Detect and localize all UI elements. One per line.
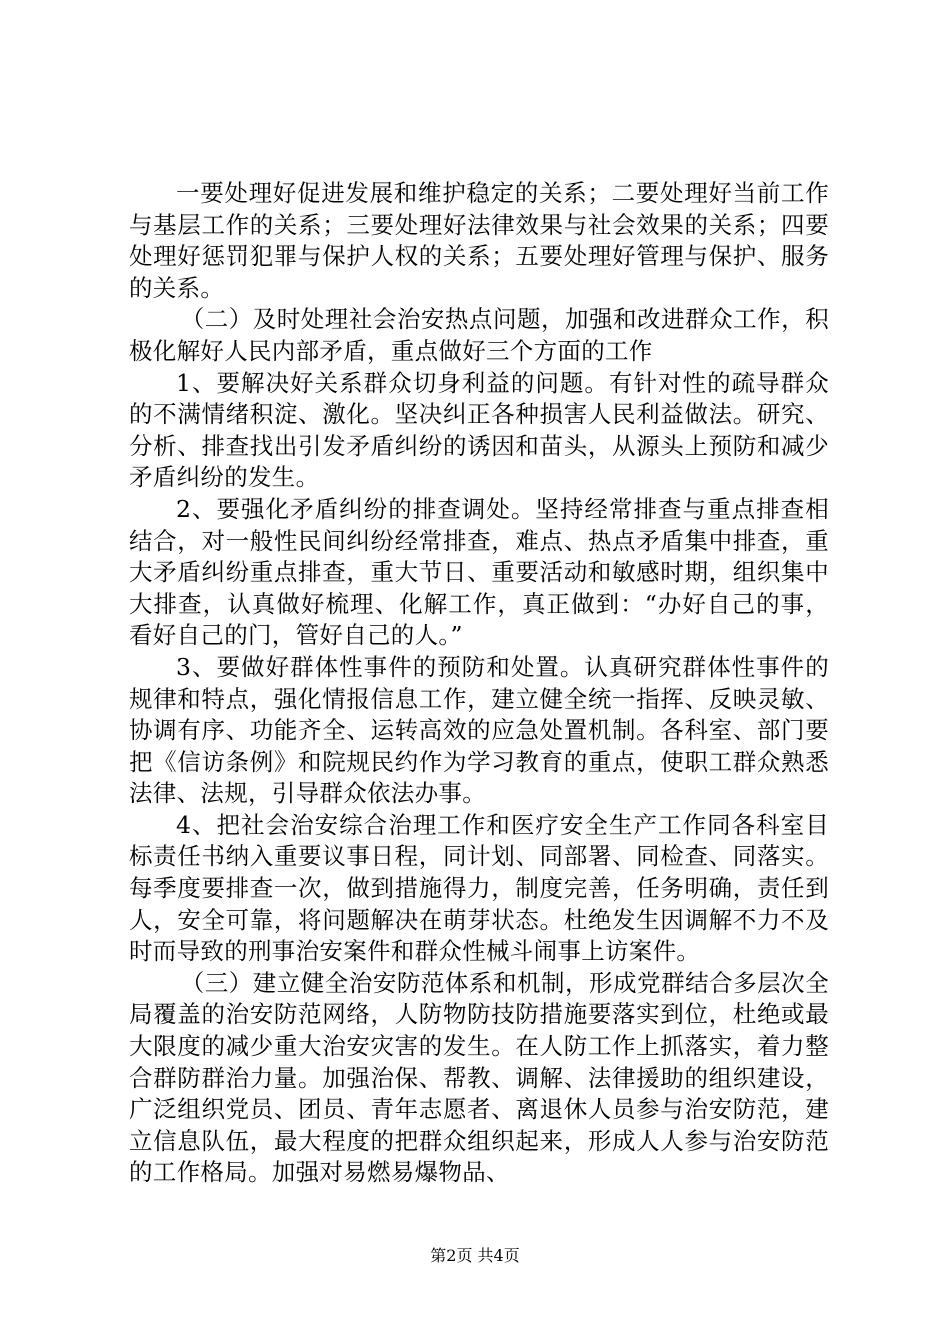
document-body: [129, 178, 829, 1189]
page-number: 第2页 共4页: [430, 1246, 520, 1265]
paragraph-item-2: 2、要强化矛盾纠纷的排查调处。坚持经常排查与重点排查相结合，对一般性民间纠纷经常排查，难点、热点矛盾集中排查，重大矛盾纠纷重点排查，重大节日、重要活动和敏感时期，组织集中大排查，认真做好梳理、化解工作，真正做到：“办好自己的事，看好自己的门，管好自己的人。”: [129, 494, 829, 650]
section-heading-2: （二）及时处理社会治安热点问题，加强和改进群众工作，积极化解好人民内部矛盾，重点做好三个方面的工作: [129, 305, 829, 365]
paragraph-item-4: 4、把社会治安综合治理工作和医疗安全生产工作同各科室目标责任书纳入重要议事日程，同计划、同部署、同检查、同落实。每季度要排查一次，做到措施得力，制度完善，任务明确，责任到人，安全可靠，将问题解决在萌芽状态。杜绝发生因调解不力不及时而导致的刑事治安案件和群众性械斗闹事上访案件。: [129, 810, 829, 966]
paragraph-principles: 一要处理好促进发展和维护稳定的关系；二要处理好当前工作与基层工作的关系；三要处理好法律效果与社会效果的关系；四要处理好惩罚犯罪与保护人权的关系；五要处理好管理与保护、服务的关系。: [129, 179, 829, 302]
paragraph-item-1: 1、要解决好关系群众切身利益的问题。有针对性的疏导群众的不满情绪积淀、激化。坚决纠正各种损害人民利益做法。研究、分析、排查找出引发矛盾纠纷的诱因和苗头，从源头上预防和减少矛盾纠纷的发生。: [129, 368, 829, 492]
page-footer: [0, 1246, 950, 1266]
paragraph-item-3: 3、要做好群体性事件的预防和处置。认真研究群体性事件的规律和特点，强化情报信息工作，建立健全统一指挥、反映灵敏、协调有序、功能齐全、运转高效的应急处置机制。各科室、部门要把《信访条例》和院规民约作为学习教育的重点，使职工群众熟悉法律、法规，引导群众依法办事。: [129, 652, 829, 808]
section-heading-3: （三）建立健全治安防范体系和机制，形成党群结合多层次全局覆盖的治安防范网络，人防物防技防措施要落实到位，杜绝或最大限度的减少重大治安灾害的发生。在人防工作上抓落实，着力整合群防群治力量。加强治保、帮教、调解、法律援助的组织建设，广泛组织党员、团员、青年志愿者、离退休人员参与治安防范，建立信息队伍，最大程度的把群众组织起来，形成人人参与治安防范的工作格局。加强对易燃易爆物品、: [129, 968, 829, 1187]
